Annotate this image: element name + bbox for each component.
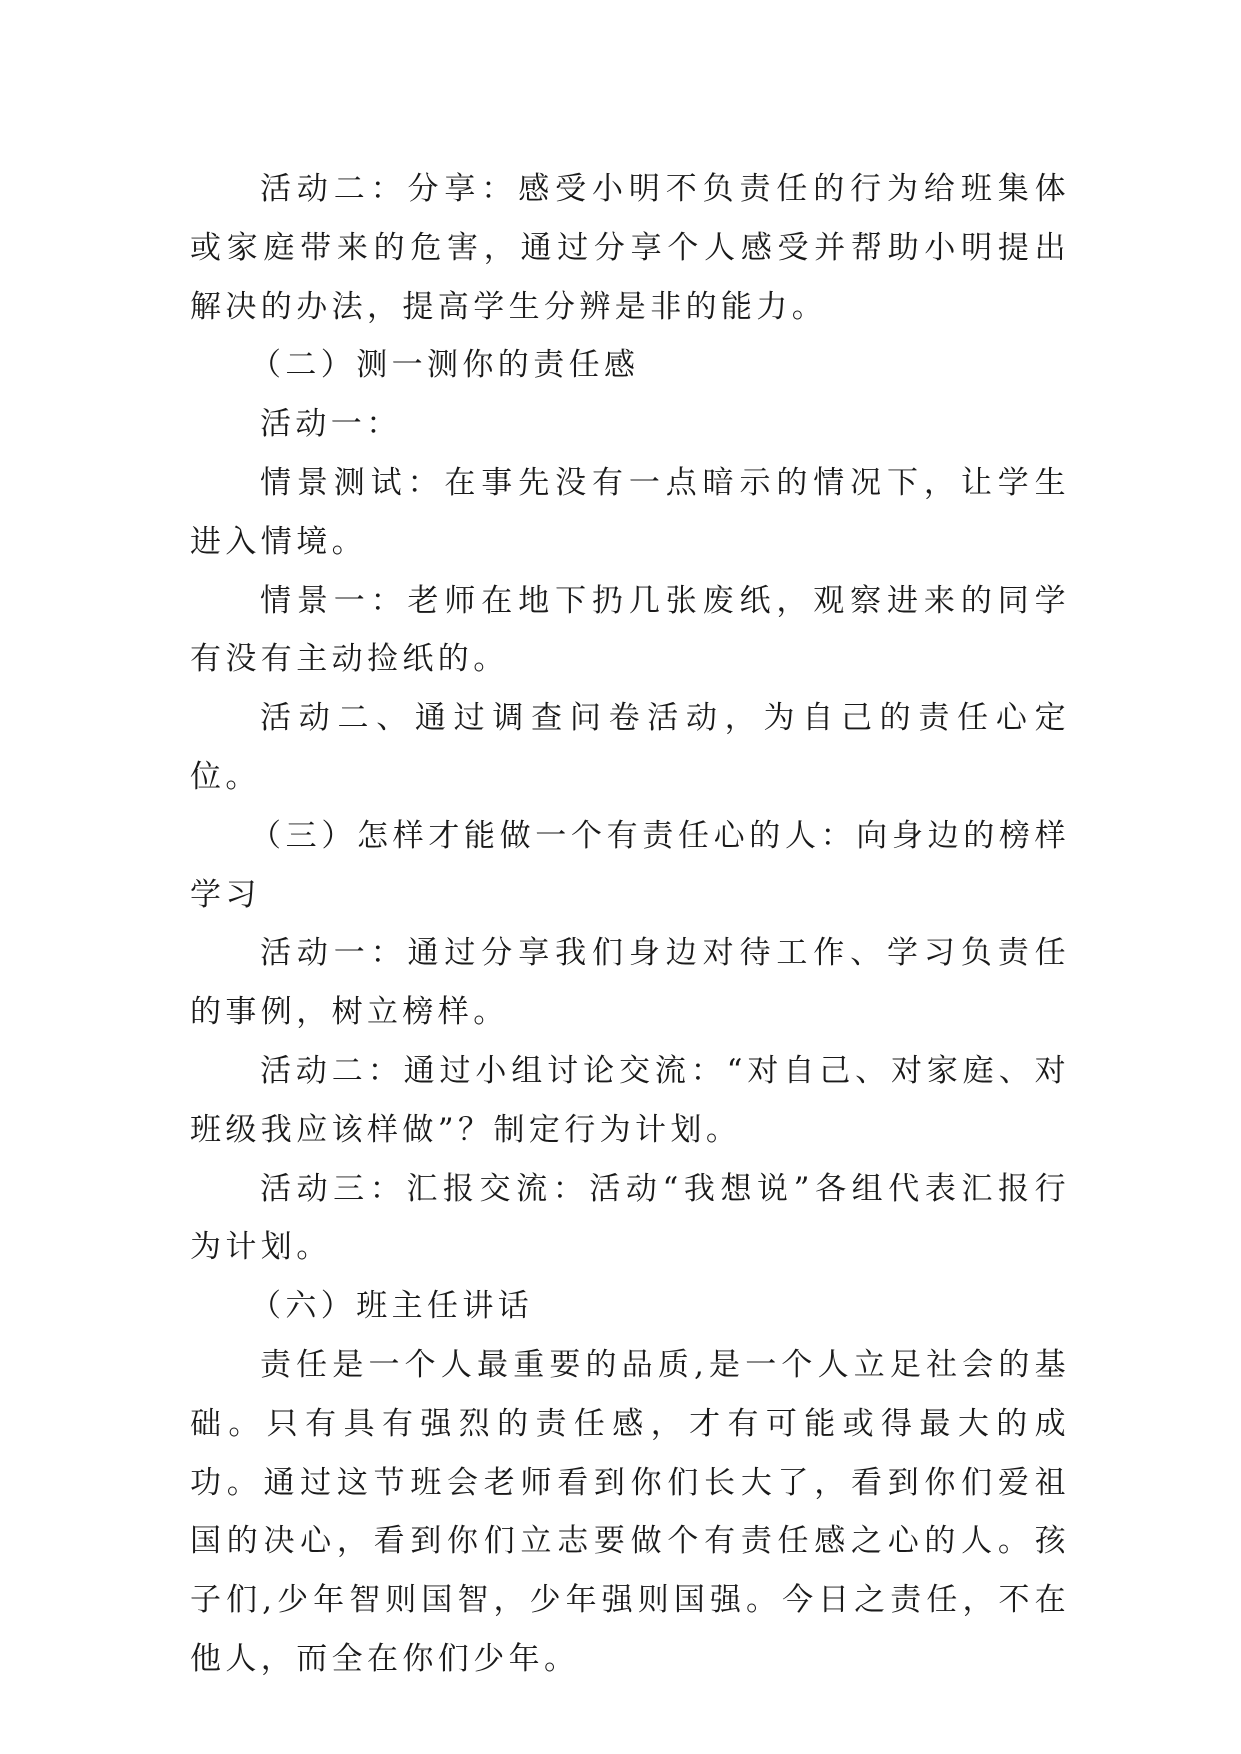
paragraph-activity-two-survey: 活动二、通过调查问卷活动，为自己的责任心定位。 (190, 700, 1070, 795)
section-heading-test-responsibility: （二）测一测你的责任感 (250, 347, 640, 384)
paragraph-situation-test: 情景测试：在事先没有一点暗示的情况下，让学生进入情境。 (190, 464, 1070, 560)
paragraph-teacher-speech: 责任是一个人最重要的品质,是一个人立足社会的基础。只有具有强烈的责任感，才有可能或得最大的成功。通过这节班会老师看到你们长大了，看到你们爱祖国的决心，看到你们立志要做个有责任感之心的人。孩子们,少年智则国智，少年强则国强。今日之责任，不在他人，而全在你们少年。 (190, 1346, 1070, 1677)
paragraph-activity-two-share: 活动二：分享：感受小明不负责任的行为给班集体或家庭带来的危害，通过分享个人感受并帮助小明提出解决的办法，提高学生分辨是非的能力。 (190, 171, 1070, 325)
section-heading-teacher-speech: （六）班主任讲话 (250, 1288, 534, 1325)
paragraph-activity-one-examples: 活动一：通过分享我们身边对待工作、学习负责任的事例，树立榜样。 (190, 935, 1070, 1031)
paragraph-activity-three-report: 活动三：汇报交流：活动“我想说”各组代表汇报行为计划。 (190, 1170, 1070, 1266)
paragraph-situation-one: 情景一：老师在地下扔几张废纸，观察进来的同学有没有主动捡纸的。 (190, 582, 1070, 678)
document-body (190, 160, 1070, 1689)
paragraph-activity-two-discussion: 活动二：通过小组讨论交流：“对自己、对家庭、对班级我应该样做”？制定行为计划。 (190, 1052, 1070, 1148)
paragraph-activity-one: 活动一： (260, 406, 402, 443)
section-heading-role-model: （三）怎样才能做一个有责任心的人：向身边的榜样学习 (190, 817, 1070, 913)
